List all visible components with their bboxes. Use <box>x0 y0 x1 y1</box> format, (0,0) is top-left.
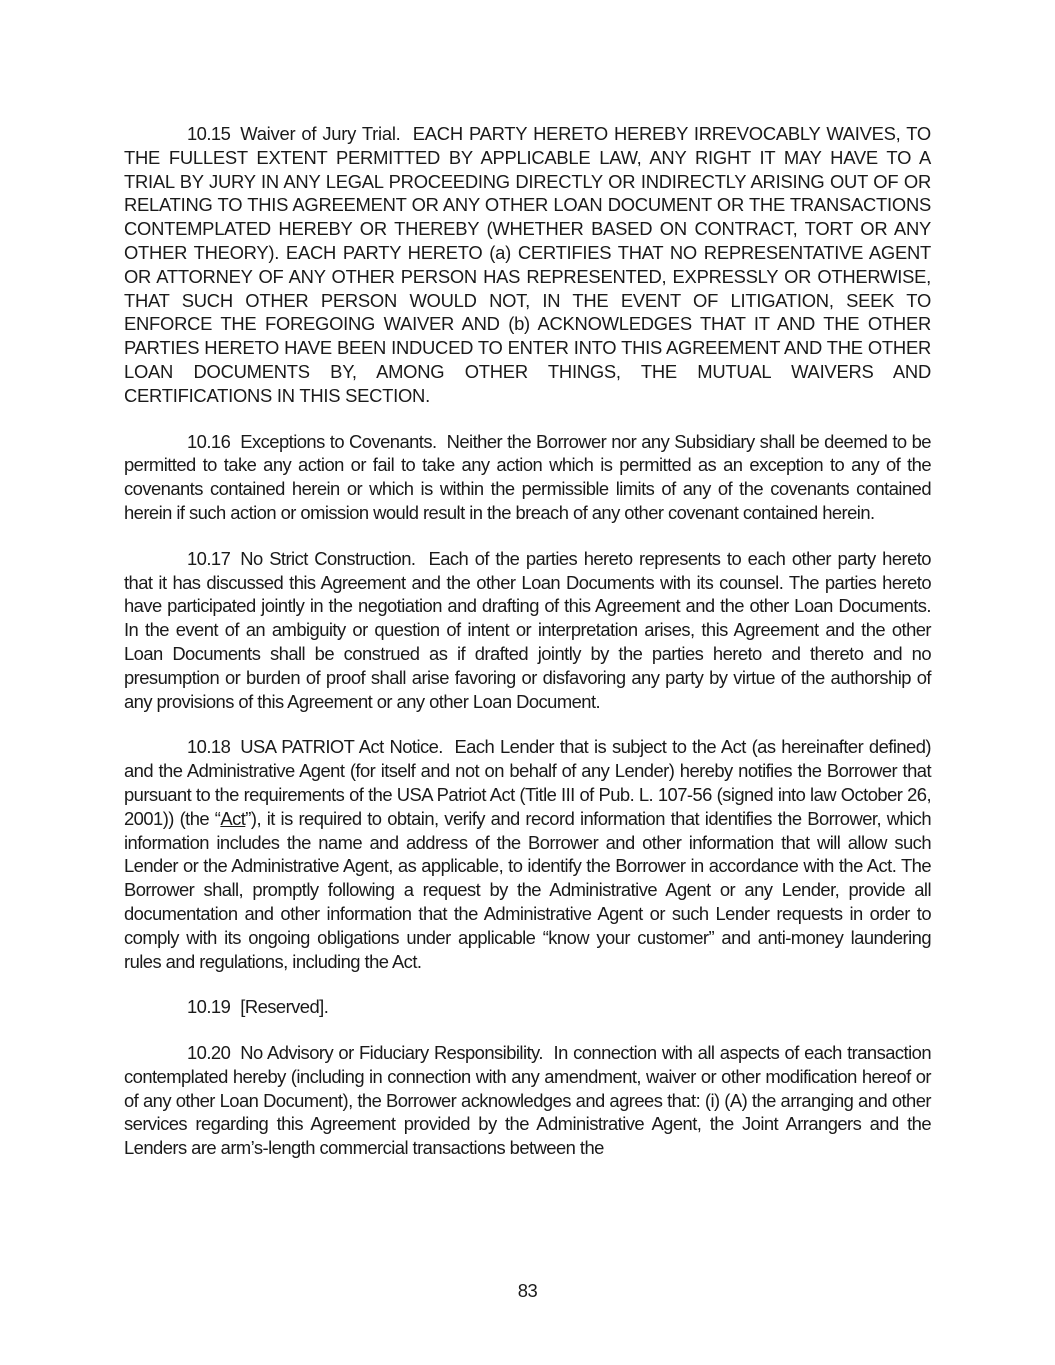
section-number: 10.19 <box>187 996 231 1018</box>
section-body: EACH PARTY HERETO HEREBY IRREVOCABLY WAIVES, TO THE FULLEST EXTENT PERMITTED BY APPLICABLE LAW, ANY RIGHT IT MAY HAVE TO A TRIAL BY JURY IN ANY LEGAL PROCEEDING DIRECTLY OR INDIRECTLY ARISING OUT OF OR RELATING TO THIS AGREEMENT OR ANY OTHER LOAN DOCUMENT OR THE TRANSACTIONS CONTEMPLATED HEREBY OR THEREBY (WHETHER BASED ON CONTRACT, TORT OR ANY OTHER THEORY). EACH PARTY HERETO (a) CERTIFIES THAT NO REPRESENTATIVE AGENT OR ATTORNEY OF ANY OTHER PERSON HAS REPRESENTED, EXPRESSLY OR OTHERWISE, THAT SUCH OTHER PERSON WOULD NOT, IN THE EVENT OF LITIGATION, SEEK TO ENFORCE THE FOREGOING WAIVER AND (b) ACKNOWLEDGES THAT IT AND THE OTHER PARTIES HERETO HAVE BEEN INDUCED TO ENTER INTO THIS AGREEMENT AND THE OTHER LOAN DOCUMENTS BY, AMONG OTHER THINGS, THE MUTUAL WAIVERS AND CERTIFICATIONS IN THIS SECTION. <box>124 123 931 406</box>
section-body: Neither the Borrower nor any Subsidiary shall be deemed to be permitted to take any action or fail to take any action which is permitted as an exception to any of the covenants contained herein or which is within the permissible limits of any of the covenants contained herein if such action or omission would result in the breach of any other covenant contained herein. <box>124 430 931 523</box>
section-number: 10.17 <box>187 547 231 569</box>
section-title: Waiver of Jury Trial. <box>240 123 401 144</box>
defined-term-act: Act <box>220 807 246 829</box>
section-10-18 <box>124 735 931 973</box>
section-title: No Strict Construction. <box>240 547 416 569</box>
section-body: Each of the parties hereto represents to each other party hereto that it has discussed this Agreement and the other Loan Documents with its counsel. The parties hereto have participated jointly in the negotiation and drafting of this Agreement and the other Loan Documents. In the event of an ambiguity or question of intent or interpretation arises, this Agreement and the other Loan Documents shall be construed as if drafted jointly by the parties hereto and thereto and no presumption or burden of proof shall arise favoring or disfavoring any party by virtue of the authorship of any provisions of this Agreement or any other Loan Document. <box>124 547 931 712</box>
section-title: [Reserved]. <box>240 996 329 1018</box>
section-10-17 <box>124 547 931 714</box>
section-10-20 <box>124 1041 931 1160</box>
section-number: 10.15 <box>187 123 231 144</box>
section-number: 10.16 <box>187 430 231 452</box>
section-10-19 <box>124 995 931 1019</box>
section-body: In connection with all aspects of each transaction contemplated hereby (including in connection with any amendment, waiver or other modification hereof or of any other Loan Document), the Borrower acknowledges and agrees that: (i) (A) the arranging and other services regarding this Agreement provided by the Administrative Agent, the Joint Arrangers and the Lenders are arm’s-length commercial transactions between the <box>124 1042 931 1159</box>
section-body-part-1: Each Lender that is subject to the Act (as hereinafter defined) and the Administrative Agent (for itself and not on behalf of any Lender) hereby notifies the Borrower that pursuant to the requirements of the USA Patriot Act (Title III of Pub. L. 107-56 (signed into law October 26, 2001)) (the “ <box>124 736 931 829</box>
section-title: Exceptions to Covenants. <box>240 430 437 452</box>
section-title: No Advisory or Fiduciary Responsibility. <box>240 1042 543 1064</box>
section-number: 10.18 <box>187 736 231 758</box>
section-number: 10.20 <box>187 1042 231 1064</box>
section-title: USA PATRIOT Act Notice. <box>240 736 443 758</box>
document-page <box>124 122 931 1182</box>
section-body-part-2: ”), it is required to obtain, verify and record information that identifies the Borrower, which information includes the name and address of the Borrower and other information that will allow such Lender or the Administrative Agent, as applicable, to identify the Borrower in accordance with the Act. The Borrower shall, promptly following a request by the Administrative Agent or any Lender, provide all documentation and other information that the Administrative Agent or such Lender requests in order to comply with its ongoing obligations under applicable “know your customer” and anti-money laundering rules and regulations, including the Act. <box>124 807 931 972</box>
page-number: 83 <box>517 1280 538 1301</box>
section-10-16 <box>124 430 931 525</box>
section-10-15 <box>124 122 931 408</box>
